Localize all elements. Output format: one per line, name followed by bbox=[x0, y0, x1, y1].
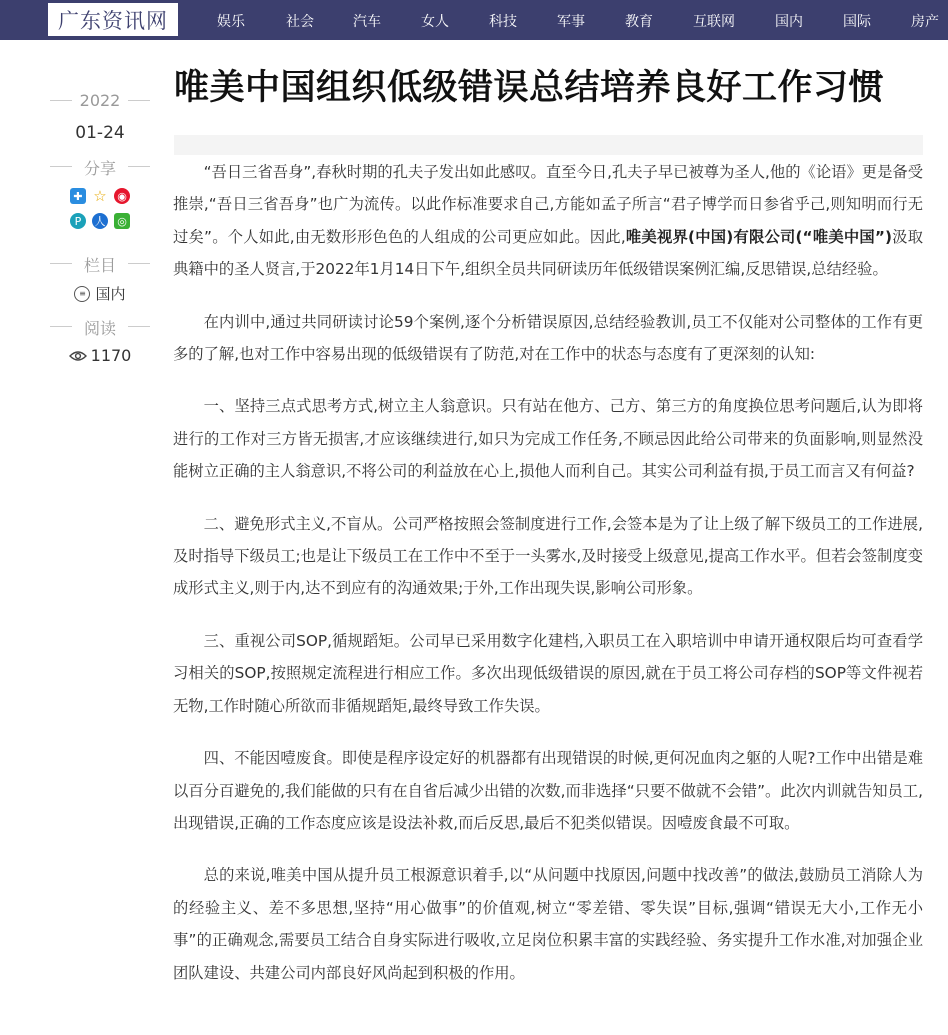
nav-item-women[interactable]: 女人 bbox=[421, 14, 449, 30]
paragraph-3: 一、坚持三点式思考方式,树立主人翁意识。只有站在他方、己方、第三方的角度换位思考问题后,认为即将进行的工作对三方皆无损害,才应该继续进行,如只为完成工作任务,不顾忌因此给公司带来的负面影响,则显然没能树立正确的主人翁意识,不将公司的利益放在心上,损他人而利自己。其实公司利益有损,于员工而言又有何益? bbox=[173, 397, 923, 481]
star-icon[interactable]: ☆ bbox=[93, 186, 107, 205]
read-label: 阅读 bbox=[83, 319, 116, 338]
nav-item-education[interactable]: 教育 bbox=[625, 14, 653, 30]
company-name-bold: 唯美视界(中国)有限公司(“唯美中国”) bbox=[625, 227, 892, 246]
publish-year: 2022 bbox=[79, 91, 121, 110]
nav-item-military[interactable]: 军事 bbox=[557, 14, 585, 30]
paragraph-7: 总的来说,唯美中国从提升员工根源意识着手,以“从问题中找原因,问题中找改善”的做法,鼓励员工消除人为的经验主义、差不多思想,坚持“用心做事”的价值观,树立“零差错、零失误”目标,强调“错误无大小,工作无小事”的正确观念,需要员工结合自身实际进行吸收,立足岗位积累丰富的实践经验、务实提升工作水准,对加强企业团队建设、共建公司内部良好风尚起到积极的作用。 bbox=[173, 866, 923, 982]
nav-item-internet[interactable]: 互联网 bbox=[693, 14, 735, 30]
paragraph-2: 在内训中,通过共同研读讨论59个案例,逐个分析错误原因,总结经验教训,员工不仅能对公司整体的工作有更多的了解,也对工作中容易出现的低级错误有了防范,对在工作中的状态与态度有了更深刻的认知: bbox=[173, 312, 923, 364]
article-meta-sidebar bbox=[50, 90, 150, 365]
top-nav-bar bbox=[0, 0, 948, 40]
site-logo-text: 广东资讯网 bbox=[58, 8, 168, 33]
read-count-value: 1170 bbox=[90, 346, 132, 365]
publish-date: 01-24 bbox=[75, 123, 125, 143]
column-link[interactable] bbox=[50, 283, 150, 304]
nav-item-entertainment[interactable]: 娱乐 bbox=[217, 14, 245, 30]
share-row-1 bbox=[50, 188, 150, 204]
nav-item-society[interactable]: 社会 bbox=[286, 14, 314, 30]
eye-icon bbox=[69, 350, 87, 362]
article-title: 唯美中国组织低级错误总结培养良好工作习惯 bbox=[174, 68, 885, 108]
column-value: 国内 bbox=[95, 285, 126, 303]
article-body bbox=[173, 156, 923, 1009]
paragraph-4: 二、避免形式主义,不盲从。公司严格按照会签制度进行工作,会签本是为了让上级了解下级员工的工作进展,及时指导下级员工;也是让下级员工在工作中不至于一头雾水,及时接受上级意见,提高工作水平。但若会签制度变成形式主义,则于内,达不到应有的沟通效果;于外,工作出现失误,影响公司形象。 bbox=[173, 514, 923, 598]
renren-icon[interactable]: 人 bbox=[92, 213, 108, 229]
wechat-icon[interactable]: ◎ bbox=[114, 213, 130, 229]
add-share-icon[interactable]: ✚ bbox=[70, 188, 86, 204]
nav-item-realestate[interactable]: 房产 bbox=[911, 14, 939, 30]
column-divider bbox=[50, 253, 150, 273]
weibo-icon[interactable]: ◉ bbox=[114, 188, 130, 204]
nav-item-auto[interactable]: 汽车 bbox=[353, 14, 381, 30]
nav-item-international[interactable]: 国际 bbox=[843, 14, 871, 30]
share-row-2 bbox=[50, 213, 150, 229]
title-divider-band bbox=[174, 135, 923, 155]
list-icon: ≡ bbox=[74, 286, 90, 302]
pinterest-icon[interactable]: P bbox=[70, 213, 86, 229]
paragraph-1-text-a: “吾日三省吾身”,春秋时期的孔夫子发出如此感叹。直至今日,孔夫子早已被尊为圣人,他的《论语》更是备受推崇,“吾日三省吾身”也广为流传。以此作标准要求自己,方能如孟子所言“君子博学而日参省乎己,则知明而行无过矣”。个人如此,由无数形形色色的人组成的公司更应如此。因此, bbox=[173, 163, 923, 246]
nav-item-domestic[interactable]: 国内 bbox=[775, 14, 803, 30]
paragraph-1 bbox=[173, 156, 923, 286]
year-divider bbox=[50, 90, 150, 110]
site-logo[interactable] bbox=[48, 3, 178, 36]
paragraph-5: 三、重视公司SOP,循规蹈矩。公司早已采用数字化建档,入职员工在入职培训中申请开通权限后均可查看学习相关的SOP,按照规定流程进行相应工作。多次出现低级错误的原因,就在于员工将公司存档的SOP等文件视若无物,工作时随心所欲而非循规蹈矩,最终导致工作失误。 bbox=[173, 631, 923, 715]
paragraph-6: 四、不能因噎废食。即使是程序设定好的机器都有出现错误的时候,更何况血肉之躯的人呢?工作中出错是难以百分百避免的,我们能做的只有在自省后减少出错的次数,而非选择“只要不做就不会错”。此次内训就告知员工,出现错误,正确的工作态度应该是设法补救,而后反思,最后不犯类似错误。因噎废食最不可取。 bbox=[173, 749, 923, 832]
share-divider bbox=[50, 156, 150, 176]
nav-item-tech[interactable]: 科技 bbox=[489, 14, 517, 30]
read-count bbox=[50, 346, 150, 365]
paragraph-1-text-b: 汲取典籍中的圣人贤言,于2022年1月14日下午,组织全员共同研读历年低级错误案例汇编,反思错误,总结经验。 bbox=[173, 227, 923, 279]
column-label: 栏目 bbox=[83, 256, 116, 275]
read-divider bbox=[50, 316, 150, 336]
share-label: 分享 bbox=[83, 159, 116, 178]
